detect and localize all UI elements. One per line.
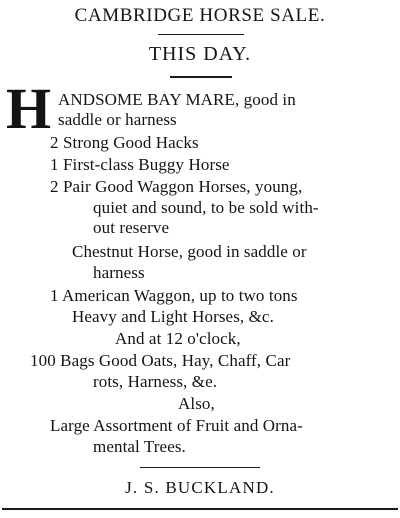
short-rule [158, 34, 244, 35]
line-7: out reserve [93, 218, 170, 237]
line-3: 2 Strong Good Hacks [50, 133, 199, 152]
ad-title: CAMBRIDGE HORSE SALE. [74, 5, 326, 26]
line-17: mental Trees. [93, 437, 186, 456]
signature: J. S. BUCKLAND. [125, 478, 275, 497]
line-9: harness [93, 263, 145, 282]
short-rule-3 [140, 467, 260, 468]
line-15: Also, [178, 394, 215, 413]
line-14: rots, Harness, &e. [93, 372, 218, 391]
drop-cap: H [6, 76, 52, 141]
line-5: 2 Pair Good Waggon Horses, young, [50, 177, 303, 196]
bottom-rule [2, 508, 398, 510]
line-10: 1 American Waggon, up to two tons [50, 286, 298, 305]
line-6: quiet and sound, to be sold with- [93, 198, 319, 217]
line-12: And at 12 o'clock, [115, 329, 241, 348]
line-1: ANDSOME BAY MARE, good in [58, 90, 296, 109]
line-2: saddle or harness [58, 110, 177, 129]
line-4: 1 First-class Buggy Horse [50, 155, 230, 174]
line-13: 100 Bags Good Oats, Hay, Chaff, Car [30, 351, 291, 370]
short-rule-2 [170, 76, 232, 78]
line-16: Large Assortment of Fruit and Orna- [50, 416, 303, 435]
ad-subtitle: THIS DAY. [148, 43, 252, 65]
line-11: Heavy and Light Horses, &c. [72, 307, 274, 326]
line-8: Chestnut Horse, good in saddle or [72, 242, 307, 261]
